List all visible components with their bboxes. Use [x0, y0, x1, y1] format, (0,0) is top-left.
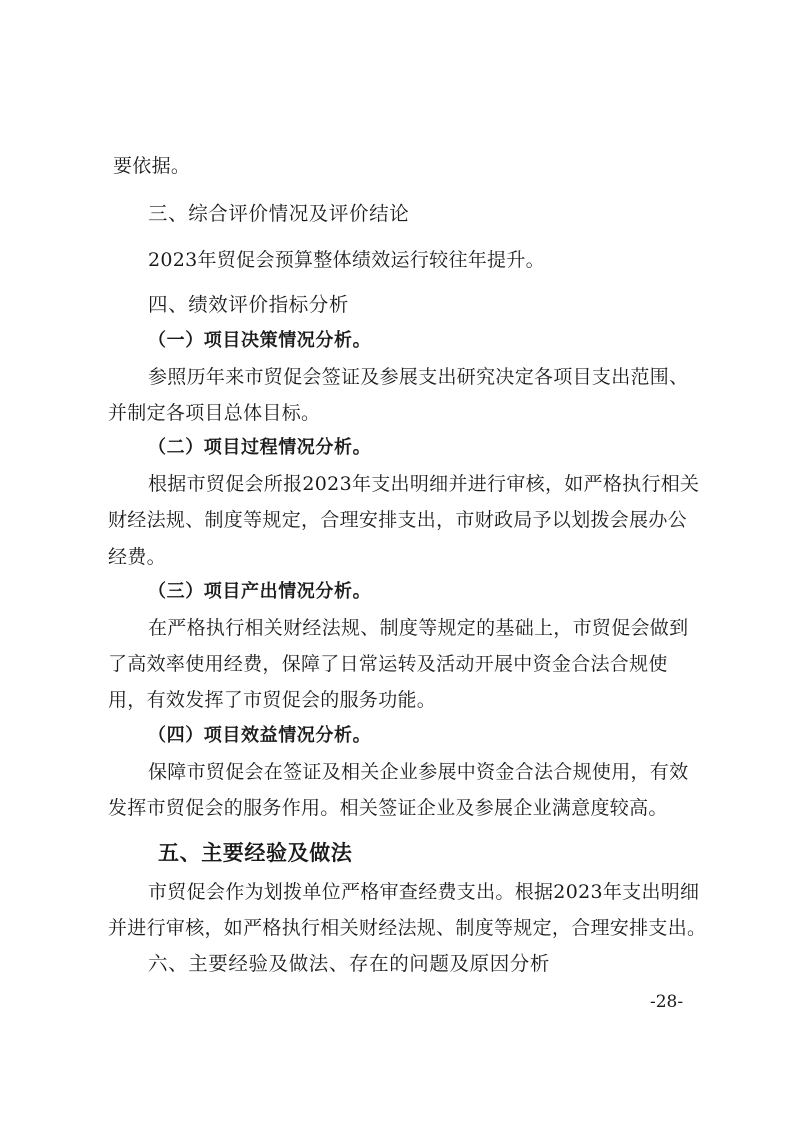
paragraph-line: 财经法规、制度等规定，合理安排支出，市财政局予以划拨会展办公	[108, 509, 688, 531]
paragraph-line: 2023年贸促会预算整体绩效运行较往年提升。	[148, 249, 545, 271]
subsection-heading: （四）项目效益情况分析。	[148, 725, 372, 746]
paragraph-line: 了高效率使用经费，保障了日常运转及活动开展中资金合法合规使	[108, 653, 668, 675]
continuation-text: 要依据。	[113, 155, 191, 177]
page-number: -28-	[650, 992, 684, 1012]
paragraph-line: 并制定各项目总体目标。	[108, 402, 321, 424]
paragraph-line: 并进行审核，如严格执行相关财经法规、制度等规定，合理安排支出。	[108, 917, 707, 939]
paragraph-line: 经费。	[108, 546, 166, 568]
section-heading-5: 五、主要经验及做法	[158, 841, 353, 865]
section-heading-3: 三、综合评价情况及评价结论	[148, 202, 410, 225]
section-heading-6: 六、主要经验及做法、存在的问题及原因分析	[148, 952, 551, 975]
paragraph-line: 用，有效发挥了市贸促会的服务功能。	[108, 689, 437, 711]
subsection-heading: （二）项目过程情况分析。	[148, 437, 372, 458]
paragraph-line: 根据市贸促会所报2023年支出明细并进行审核，如严格执行相关	[148, 473, 700, 495]
paragraph-line: 在严格执行相关财经法规、制度等规定的基础上，市贸促会做到	[148, 617, 689, 639]
subsection-heading: （三）项目产出情况分析。	[148, 581, 372, 602]
paragraph-line: 参照历年来市贸促会签证及参展支出研究决定各项目支出范围、	[148, 366, 689, 388]
paragraph-line: 发挥市贸促会的服务作用。相关签证企业及参展企业满意度较高。	[108, 797, 668, 819]
paragraph-line: 保障市贸促会在签证及相关企业参展中资金合法合规使用，有效	[148, 761, 689, 783]
paragraph-line: 市贸促会作为划拨单位严格审查经费支出。根据2023年支出明细	[148, 881, 700, 903]
section-heading-4: 四、绩效评价指标分析	[148, 293, 350, 316]
subsection-heading: （一）项目决策情况分析。	[148, 330, 372, 351]
